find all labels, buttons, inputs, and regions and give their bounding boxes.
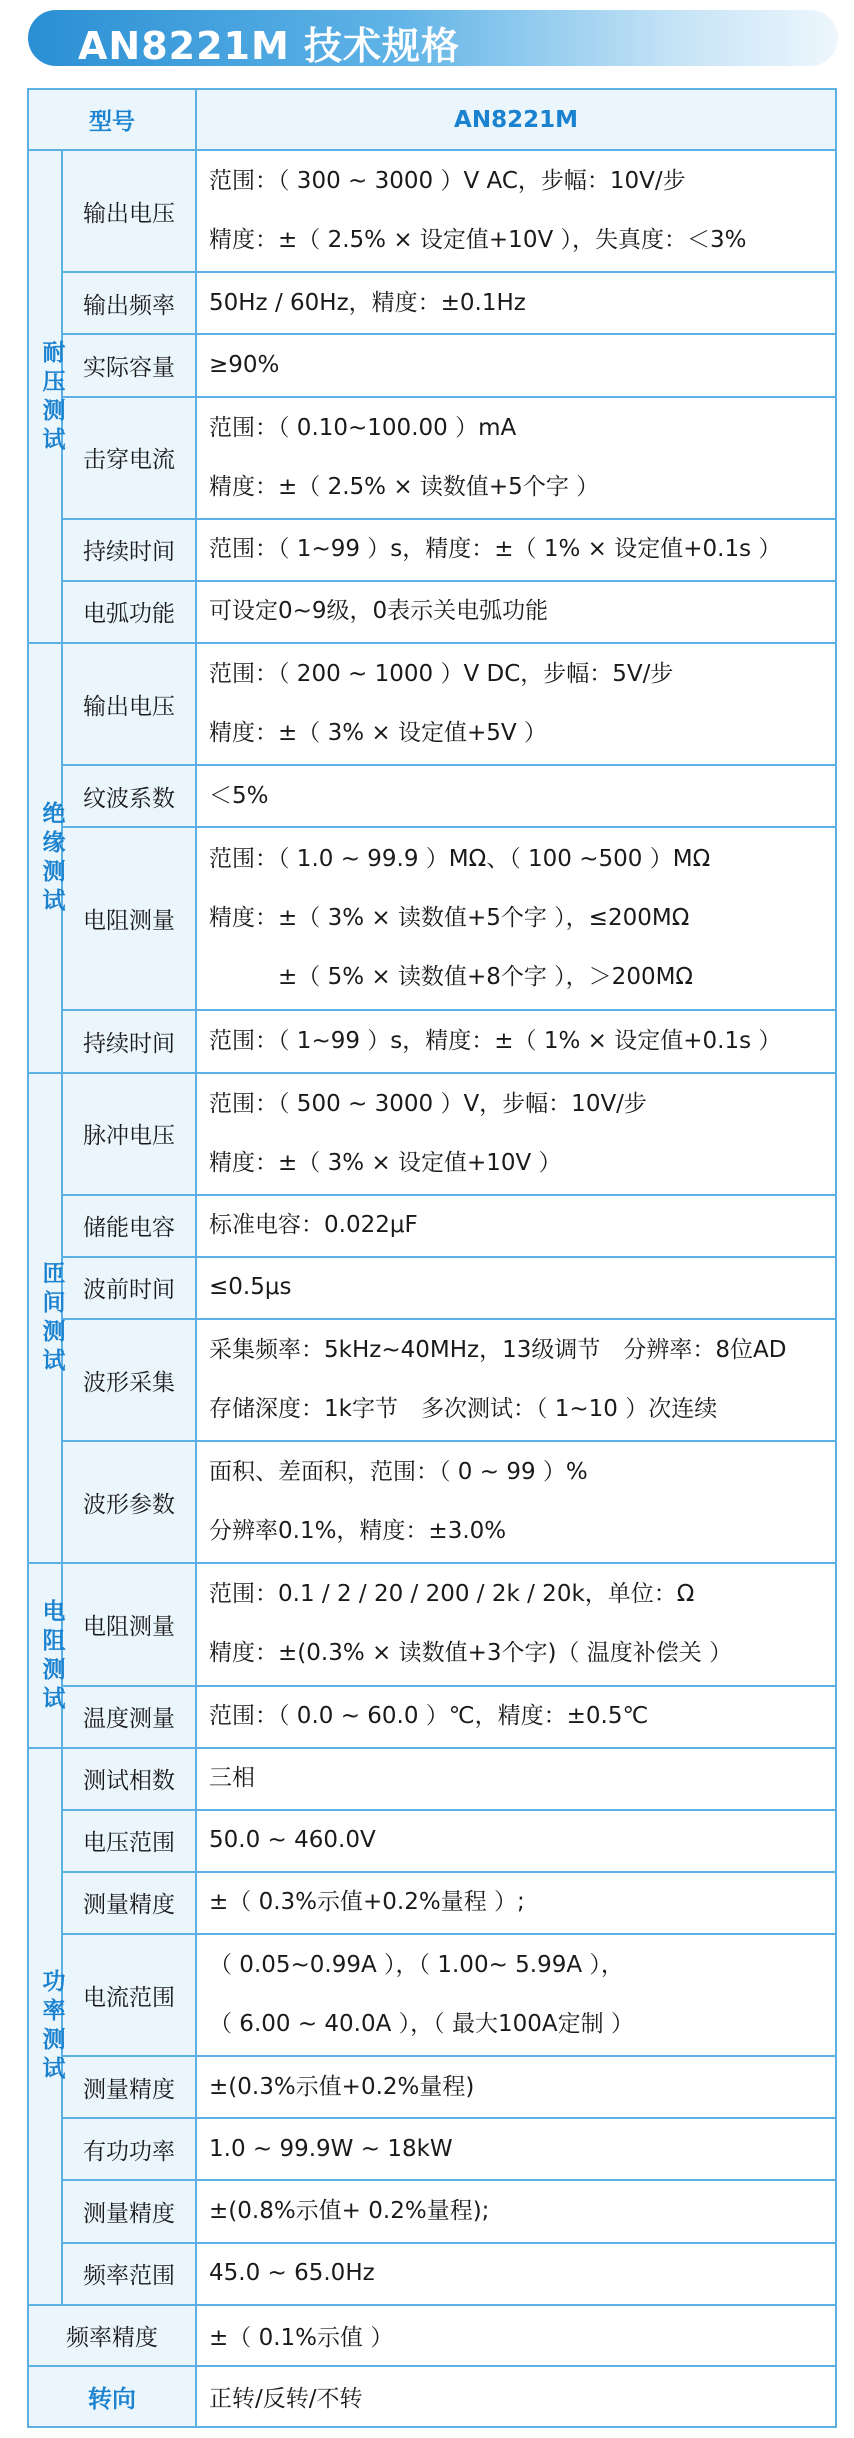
spec-value-line: 精度：±（ 3% × 设定值+10V ） — [209, 1149, 562, 1176]
model-value: AN8221M — [196, 89, 836, 150]
spec-value-line: ＜5% — [209, 782, 269, 809]
spec-row — [28, 643, 836, 765]
spec-row — [28, 150, 836, 272]
spec-row — [28, 1441, 836, 1563]
spec-label: 储能电容 — [62, 1195, 196, 1257]
spec-value — [196, 1257, 836, 1319]
footer-value: 正转/反转/不转 — [196, 2366, 836, 2427]
spec-row — [28, 1686, 836, 1748]
section-category — [28, 643, 66, 1073]
spec-value — [196, 1195, 836, 1257]
spec-value — [196, 827, 836, 1010]
spec-value-line: ≤0.5μs — [209, 1274, 292, 1301]
spec-value-line: 精度：±(0.3% × 读数值+3个字)（ 温度补偿关 ） — [209, 1640, 733, 1667]
spec-value-line: ≥90% — [209, 351, 280, 378]
spec-value — [196, 1810, 836, 1872]
spec-value-line: 范围：（ 0.0 ~ 60.0 ）℃，精度：±0.5℃ — [209, 1703, 649, 1730]
spec-label: 温度测量 — [62, 1686, 196, 1748]
spec-row — [28, 1748, 836, 1810]
spec-table — [27, 88, 837, 2428]
spec-row — [28, 1319, 836, 1441]
spec-row — [28, 1257, 836, 1319]
spec-label: 脉冲电压 — [62, 1073, 196, 1195]
spec-value — [196, 1073, 836, 1195]
spec-value — [196, 1319, 836, 1441]
spec-label: 测量精度 — [62, 2056, 196, 2118]
spec-value — [196, 1010, 836, 1072]
spec-value-line: 精度：±（ 2.5% × 设定值+10V ），失真度：＜3% — [209, 227, 747, 254]
spec-row — [28, 1010, 836, 1072]
footer-value: ±（ 0.1%示值 ） — [196, 2305, 836, 2366]
spec-value — [196, 519, 836, 581]
spec-value-line: 50.0 ~ 460.0V — [209, 1827, 376, 1854]
spec-value — [196, 1872, 836, 1934]
spec-value — [196, 765, 836, 827]
spec-row — [28, 334, 836, 396]
spec-label: 输出电压 — [62, 150, 196, 272]
spec-label: 输出频率 — [62, 272, 196, 334]
spec-value-line: ±(0.3%示值+0.2%量程) — [209, 2073, 475, 2100]
spec-row — [28, 272, 836, 334]
spec-value — [196, 272, 836, 334]
spec-value-line: 范围：（ 300 ~ 3000 ）V AC，步幅：10V/步 — [209, 168, 686, 195]
spec-value-line: 范围：（ 1.0 ~ 99.9 ）MΩ、（ 100 ~500 ）MΩ — [209, 846, 711, 873]
spec-value — [196, 1441, 836, 1563]
spec-value-line: 50Hz / 60Hz，精度：±0.1Hz — [209, 289, 526, 316]
spec-label: 电流范围 — [62, 1934, 196, 2056]
spec-value-line: 范围：（ 0.10~100.00 ）mA — [209, 414, 517, 441]
spec-value — [196, 2180, 836, 2242]
section-category-label: 匝间测试 — [42, 1260, 66, 1374]
spec-value-line: 可设定0~9级，0表示关电弧功能 — [209, 598, 549, 625]
spec-row — [28, 1195, 836, 1257]
spec-value — [196, 2243, 836, 2305]
spec-row — [28, 519, 836, 581]
footer-label: 频率精度 — [28, 2305, 196, 2366]
spec-label: 持续时间 — [62, 519, 196, 581]
title-banner — [28, 10, 838, 66]
spec-value-line: ±(0.8%示值+ 0.2%量程); — [209, 2197, 490, 2224]
spec-value-line: 精度：±（ 3% × 设定值+5V ） — [209, 720, 547, 746]
spec-label: 波形采集 — [62, 1319, 196, 1441]
spec-value-line: 范围：（ 500 ~ 3000 ）V，步幅：10V/步 — [209, 1090, 647, 1117]
header-row — [28, 89, 836, 150]
section-category — [28, 1748, 66, 2305]
spec-row — [28, 2180, 836, 2242]
spec-label: 纹波系数 — [62, 765, 196, 827]
spec-value-line: 1.0 ~ 99.9W ~ 18kW — [209, 2135, 453, 2162]
footer-row — [28, 2305, 836, 2366]
spec-value — [196, 581, 836, 643]
footer-label: 转向 — [28, 2366, 196, 2427]
spec-value — [196, 2056, 836, 2118]
spec-label: 测试相数 — [62, 1748, 196, 1810]
section-category-label: 功率测试 — [42, 1969, 66, 2083]
section-category — [28, 150, 66, 643]
spec-value-line: ±（ 5% × 读数值+8个字 ），＞200MΩ — [209, 964, 693, 991]
section-category-label: 绝缘测试 — [42, 800, 66, 914]
spec-label: 电弧功能 — [62, 581, 196, 643]
spec-label: 有功功率 — [62, 2118, 196, 2180]
spec-value — [196, 643, 836, 765]
spec-label: 波形参数 — [62, 1441, 196, 1563]
page-title: AN8221M 技术规格 — [78, 24, 461, 68]
spec-value — [196, 397, 836, 519]
spec-value — [196, 1563, 836, 1685]
spec-value-line: ±（ 0.3%示值+0.2%量程 ）; — [209, 1889, 525, 1916]
spec-label: 持续时间 — [62, 1010, 196, 1072]
section-category — [28, 1073, 66, 1564]
spec-row — [28, 1872, 836, 1934]
spec-label: 频率范围 — [62, 2243, 196, 2305]
spec-value-line: 范围：（ 1~99 ）s，精度：±（ 1% × 设定值+0.1s ） — [209, 1028, 782, 1055]
spec-value-line: 精度：±（ 2.5% × 读数值+5个字 ） — [209, 473, 600, 500]
spec-value-line: 标准电容：0.022μF — [209, 1212, 418, 1239]
section-category-label: 耐压测试 — [42, 339, 66, 453]
footer-row — [28, 2366, 836, 2427]
spec-value-line: 范围：（ 1~99 ）s，精度：±（ 1% × 设定值+0.1s ） — [209, 536, 782, 563]
spec-value-line: 存储深度：1k字节 多次测试：（ 1~10 ）次连续 — [209, 1396, 718, 1423]
model-label: 型号 — [28, 89, 196, 150]
spec-value — [196, 1934, 836, 2056]
spec-row — [28, 1934, 836, 2056]
spec-value-line: （ 0.05~0.99A ），（ 1.00~ 5.99A ）， — [209, 1952, 624, 1979]
spec-label: 击穿电流 — [62, 397, 196, 519]
spec-label: 测量精度 — [62, 1872, 196, 1934]
spec-label: 实际容量 — [62, 334, 196, 396]
spec-label: 电阻测量 — [62, 1563, 196, 1685]
spec-value-line: 三相 — [209, 1765, 255, 1792]
section-category-label: 电阻测试 — [42, 1598, 66, 1712]
spec-value-line: 分辨率0.1%，精度：±3.0% — [209, 1518, 507, 1545]
spec-row — [28, 827, 836, 1010]
spec-value-line: （ 6.00 ~ 40.0A ），（ 最大100A定制 ） — [209, 2011, 634, 2038]
spec-value — [196, 334, 836, 396]
spec-row — [28, 2243, 836, 2305]
spec-row — [28, 1073, 836, 1195]
spec-label: 波前时间 — [62, 1257, 196, 1319]
spec-label: 电压范围 — [62, 1810, 196, 1872]
spec-row — [28, 765, 836, 827]
spec-label: 电阻测量 — [62, 827, 196, 1010]
spec-value-line: 采集频率：5kHz~40MHz，13级调节 分辨率：8位AD — [209, 1337, 787, 1364]
spec-row — [28, 397, 836, 519]
spec-row — [28, 1810, 836, 1872]
spec-value-line: 面积、差面积，范围：（ 0 ~ 99 ）% — [209, 1459, 588, 1486]
spec-row — [28, 581, 836, 643]
section-category — [28, 1563, 66, 1747]
spec-row — [28, 1563, 836, 1685]
spec-row — [28, 2056, 836, 2118]
spec-row — [28, 2118, 836, 2180]
spec-value-line: 范围：0.1 / 2 / 20 / 200 / 2k / 20k，单位：Ω — [209, 1581, 695, 1608]
spec-value-line: 精度：±（ 3% × 读数值+5个字 ），≤200MΩ — [209, 905, 690, 932]
spec-value — [196, 2118, 836, 2180]
spec-value — [196, 1686, 836, 1748]
spec-value — [196, 1748, 836, 1810]
spec-label: 测量精度 — [62, 2180, 196, 2242]
spec-value-line: 范围：（ 200 ~ 1000 ）V DC，步幅：5V/步 — [209, 661, 674, 687]
spec-value — [196, 150, 836, 272]
spec-label: 输出电压 — [62, 643, 196, 765]
spec-value-line: 45.0 ~ 65.0Hz — [209, 2260, 375, 2287]
